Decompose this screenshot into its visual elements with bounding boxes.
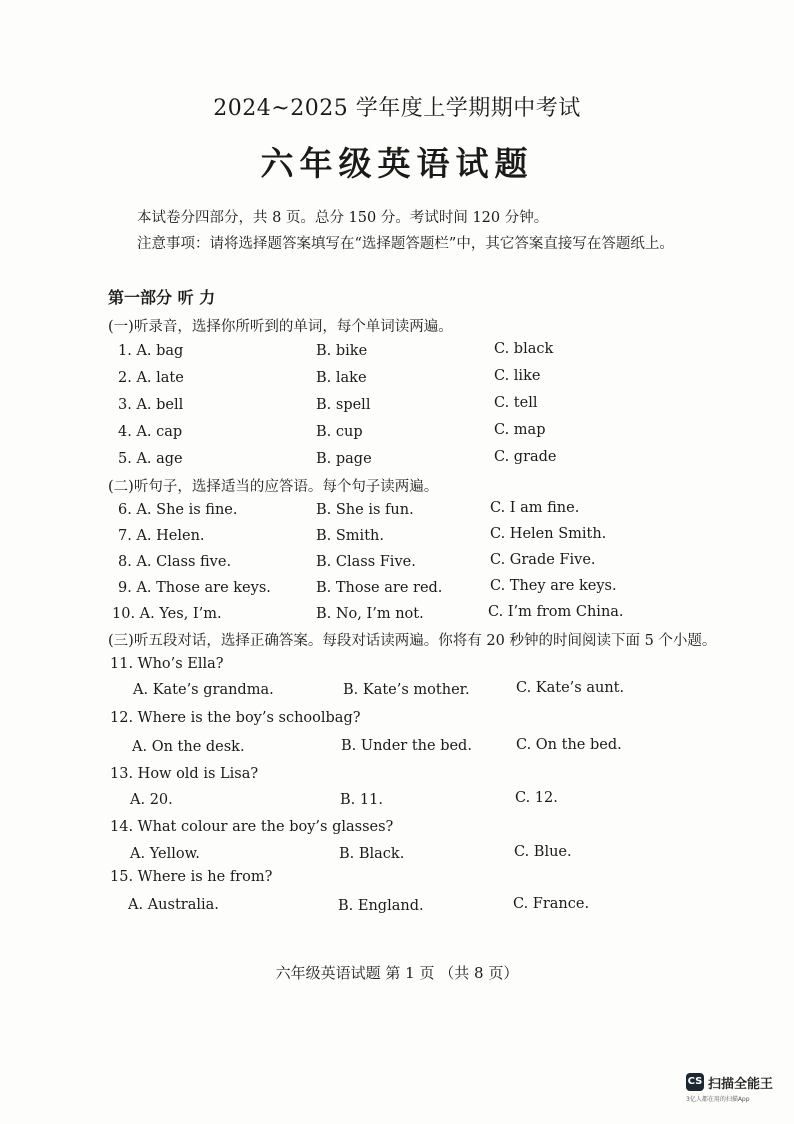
option-b: B. No, I’m not. <box>316 606 424 622</box>
option-a: A. On the desk. <box>132 739 245 755</box>
option-a: 5. A. age <box>118 451 183 467</box>
option-b: B. Class Five. <box>316 554 416 570</box>
page-footer: 六年级英语试题 第 1 页 （共 8 页） <box>275 964 519 982</box>
option-b: B. bike <box>316 343 368 359</box>
option-a: 9. A. Those are keys. <box>118 580 271 596</box>
option-a: 10. A. Yes, I’m. <box>112 606 222 622</box>
option-c: C. black <box>494 341 554 357</box>
option-c: C. They are keys. <box>490 578 617 594</box>
notice-line: 注意事项：请将选择题答案填写在“选择题答题栏”中，其它答案直接写在答题纸上。 <box>137 236 674 252</box>
option-a: 2. A. late <box>118 370 184 386</box>
section-instruction: (一)听录音，选择你所听到的单词，每个单词读两遍。 <box>108 319 453 335</box>
option-b: B. Smith. <box>316 528 384 544</box>
option-c: C. I’m from China. <box>488 604 624 620</box>
section-instruction: (二)听句子，选择适当的应答语。每个句子读两遍。 <box>108 479 439 495</box>
intro-line: 本试卷分四部分，共 8 页。总分 150 分。考试时间 120 分钟。 <box>137 210 549 226</box>
option-a: 8. A. Class five. <box>118 554 232 570</box>
option-c: C. tell <box>494 395 538 411</box>
option-b: B. She is fun. <box>316 502 414 518</box>
option-b: B. Kate’s mother. <box>343 682 470 698</box>
option-b: B. Under the bed. <box>341 738 472 754</box>
option-b: B. England. <box>338 898 424 914</box>
option-b: B. page <box>316 451 372 467</box>
option-a: A. Australia. <box>128 897 219 913</box>
watermark-tagline: 3亿人都在用的扫描App <box>686 1096 750 1103</box>
option-c: C. like <box>494 368 541 384</box>
option-b: B. Black. <box>339 846 405 862</box>
option-c: C. grade <box>494 449 557 465</box>
camscanner-logo-icon: CS <box>686 1073 704 1091</box>
option-a: 6. A. She is fine. <box>118 502 238 518</box>
section-title: 第一部分 听 力 <box>108 288 216 307</box>
option-c: C. Grade Five. <box>490 552 596 568</box>
option-a: 1. A. bag <box>118 343 184 359</box>
option-b: B. spell <box>316 397 371 413</box>
option-a: 7. A. Helen. <box>118 528 205 544</box>
option-c: C. France. <box>513 896 590 912</box>
watermark-app-name: 扫描全能王 <box>708 1077 774 1092</box>
question-stem: 13. How old is Lisa? <box>110 766 259 782</box>
option-c: C. Blue. <box>514 844 572 860</box>
option-b: B. 11. <box>340 792 383 808</box>
option-b: B. lake <box>316 370 367 386</box>
question-stem: 11. Who’s Ella? <box>110 656 224 672</box>
option-c: C. 12. <box>515 790 558 806</box>
option-b: B. Those are red. <box>316 580 443 596</box>
option-c: C. map <box>494 422 546 438</box>
option-b: B. cup <box>316 424 363 440</box>
section-instruction: (三)听五段对话，选择正确答案。每段对话读两遍。你将有 20 秒钟的时间阅读下面 5 个小题。 <box>108 633 717 649</box>
question-stem: 15. Where is he from? <box>110 869 273 885</box>
option-a: A. Yellow. <box>130 846 200 862</box>
option-a: A. 20. <box>130 792 173 808</box>
question-stem: 14. What colour are the boy’s glasses? <box>110 819 394 835</box>
exam-title: 2024~2025 学年度上学期期中考试 <box>213 96 581 121</box>
option-a: A. Kate’s grandma. <box>133 682 274 698</box>
option-c: C. I am fine. <box>490 500 580 516</box>
option-c: C. Helen Smith. <box>490 526 607 542</box>
option-a: 4. A. cap <box>118 424 183 440</box>
paper-title: 六年级英语试题 <box>260 144 534 183</box>
option-c: C. On the bed. <box>516 737 622 753</box>
question-stem: 12. Where is the boy’s schoolbag? <box>110 710 361 726</box>
option-a: 3. A. bell <box>118 397 184 413</box>
option-c: C. Kate’s aunt. <box>516 680 625 696</box>
